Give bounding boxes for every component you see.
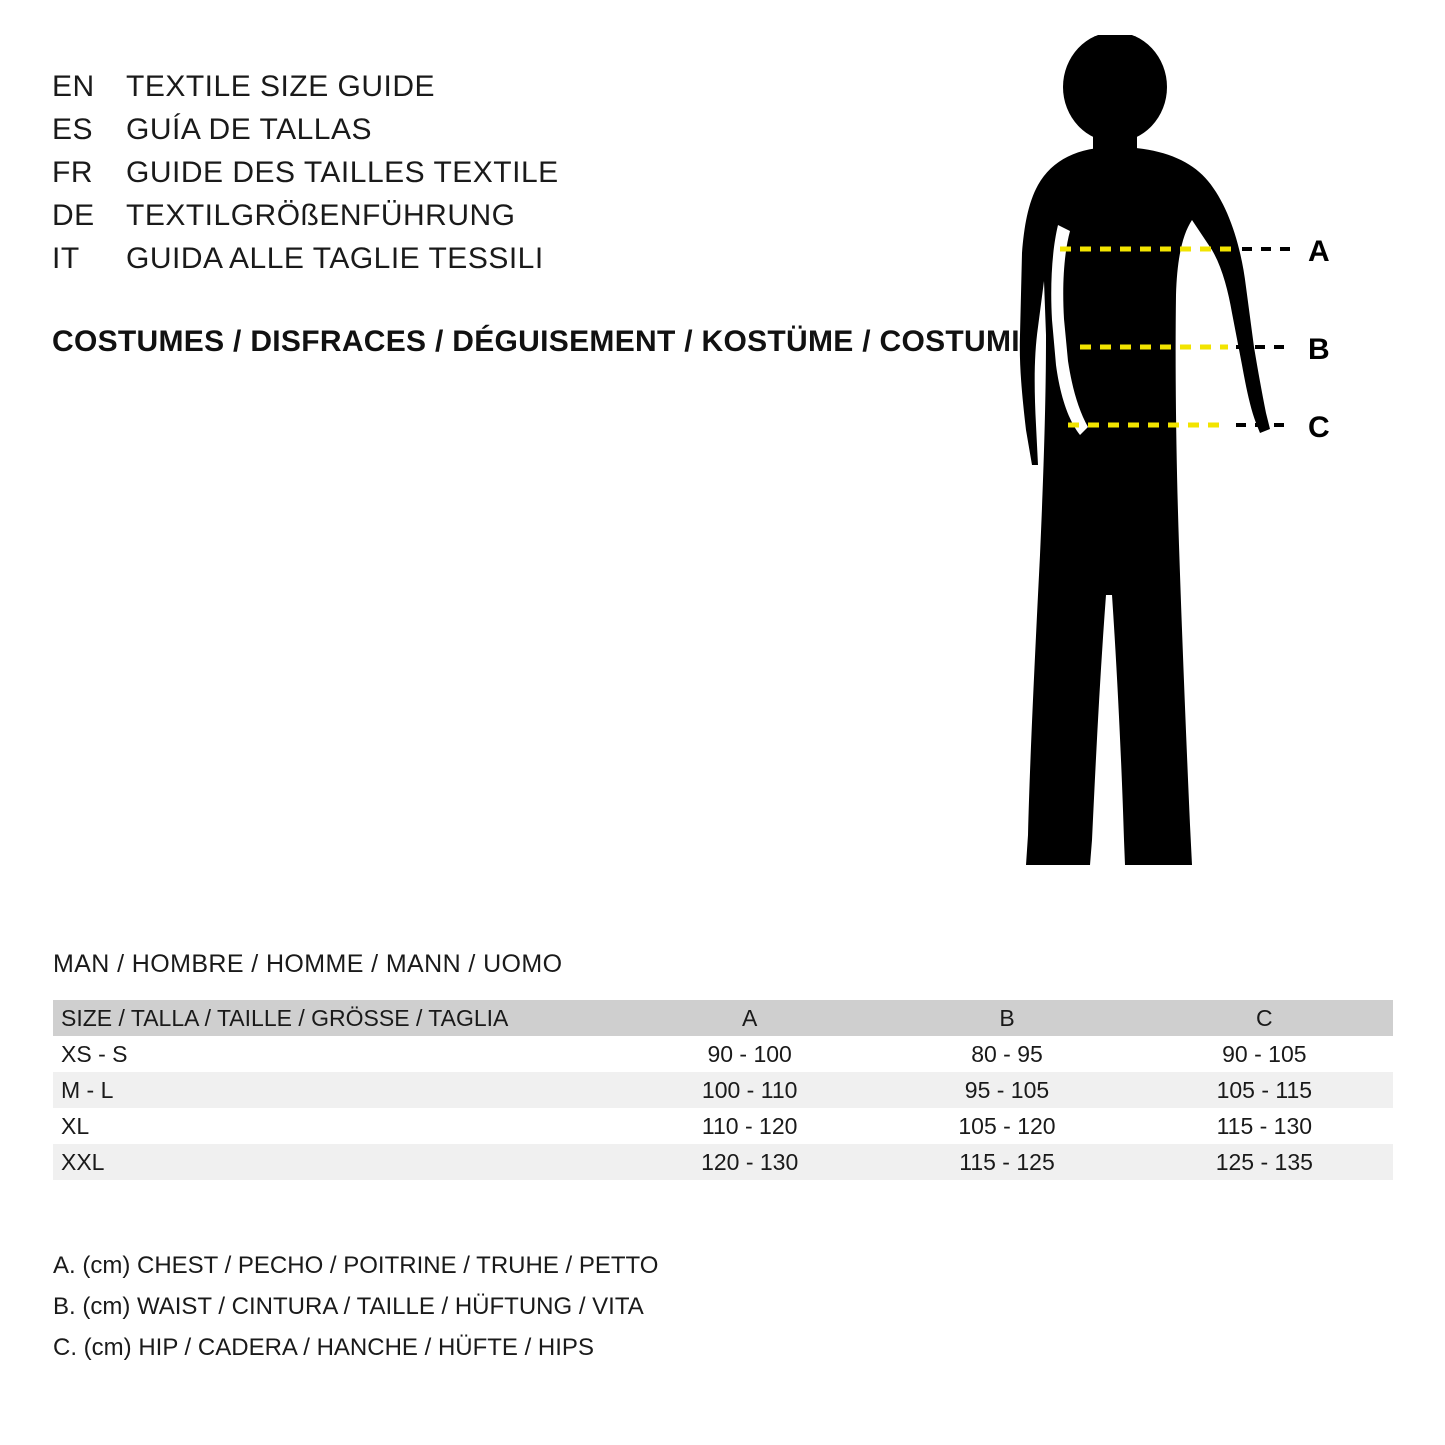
legend-line-c: C. (cm) HIP / CADERA / HANCHE / HÜFTE / HIPS xyxy=(53,1334,594,1361)
cell-c: 125 - 135 xyxy=(1215,1148,1313,1175)
language-text-en: TEXTILE SIZE GUIDE xyxy=(126,70,436,103)
language-row-en xyxy=(52,70,1002,104)
table-header-c: C xyxy=(1256,1004,1273,1031)
cell-b: 95 - 105 xyxy=(964,1076,1050,1103)
silhouette-icon xyxy=(1020,35,1270,865)
table-title: MAN / HOMBRE / HOMME / MANN / UOMO xyxy=(53,950,563,978)
language-code-de: DE xyxy=(52,199,95,232)
language-code-es: ES xyxy=(52,113,94,146)
language-code-it: IT xyxy=(52,242,80,275)
cell-size: M - L xyxy=(61,1076,114,1103)
figure-label-b: B xyxy=(1308,333,1330,366)
cell-a: 110 - 120 xyxy=(701,1112,798,1139)
figure-label-a: A xyxy=(1308,235,1330,268)
figure-label-c: C xyxy=(1308,411,1330,444)
language-title-list xyxy=(52,70,1002,285)
cell-a: 100 - 110 xyxy=(701,1076,798,1103)
legend-line-b: B. (cm) WAIST / CINTURA / TAILLE / HÜFTUNG / VITA xyxy=(53,1293,644,1320)
measurement-legend xyxy=(53,1245,658,1368)
cell-b: 80 - 95 xyxy=(971,1040,1043,1067)
language-row-de xyxy=(52,199,1002,233)
table-header-size: SIZE / TALLA / TAILLE / GRÖSSE / TAGLIA xyxy=(61,1004,509,1031)
language-row-it xyxy=(52,242,1002,276)
language-text-fr: GUIDE DES TAILLES TEXTILE xyxy=(126,156,559,189)
cell-size: XS - S xyxy=(61,1040,128,1067)
table-row xyxy=(53,1036,1393,1072)
table-header-row xyxy=(53,1000,1393,1036)
table-header-a: A xyxy=(741,1004,758,1031)
body-measurement-figure xyxy=(960,35,1380,895)
language-text-de: TEXTILGRÖßENFÜHRUNG xyxy=(126,199,516,232)
cell-size: XL xyxy=(61,1112,90,1139)
cell-b: 105 - 120 xyxy=(958,1112,1056,1139)
costumes-subtitle: COSTUMES / DISFRACES / DÉGUISEMENT / KOSTÜME / COSTUMI xyxy=(52,325,1020,358)
table-row xyxy=(53,1108,1393,1144)
language-row-fr xyxy=(52,156,1002,190)
table-row xyxy=(53,1144,1393,1180)
language-row-es xyxy=(52,113,1002,147)
table-header-b: B xyxy=(999,1004,1015,1031)
language-code-en: EN xyxy=(52,70,95,103)
cell-a: 120 - 130 xyxy=(701,1148,799,1175)
language-text-it: GUIDA ALLE TAGLIE TESSILI xyxy=(126,242,544,275)
size-table xyxy=(53,1000,1393,1180)
language-code-fr: FR xyxy=(52,156,93,189)
table-row xyxy=(53,1072,1393,1108)
legend-line-a: A. (cm) CHEST / PECHO / POITRINE / TRUHE / PETTO xyxy=(53,1252,659,1279)
language-text-es: GUÍA DE TALLAS xyxy=(126,113,372,146)
cell-b: 115 - 125 xyxy=(959,1148,1055,1175)
cell-c: 105 - 115 xyxy=(1216,1076,1313,1103)
cell-a: 90 - 100 xyxy=(707,1040,792,1067)
cell-size: XXL xyxy=(61,1148,105,1175)
cell-c: 90 - 105 xyxy=(1222,1040,1307,1067)
cell-c: 115 - 130 xyxy=(1216,1112,1313,1139)
